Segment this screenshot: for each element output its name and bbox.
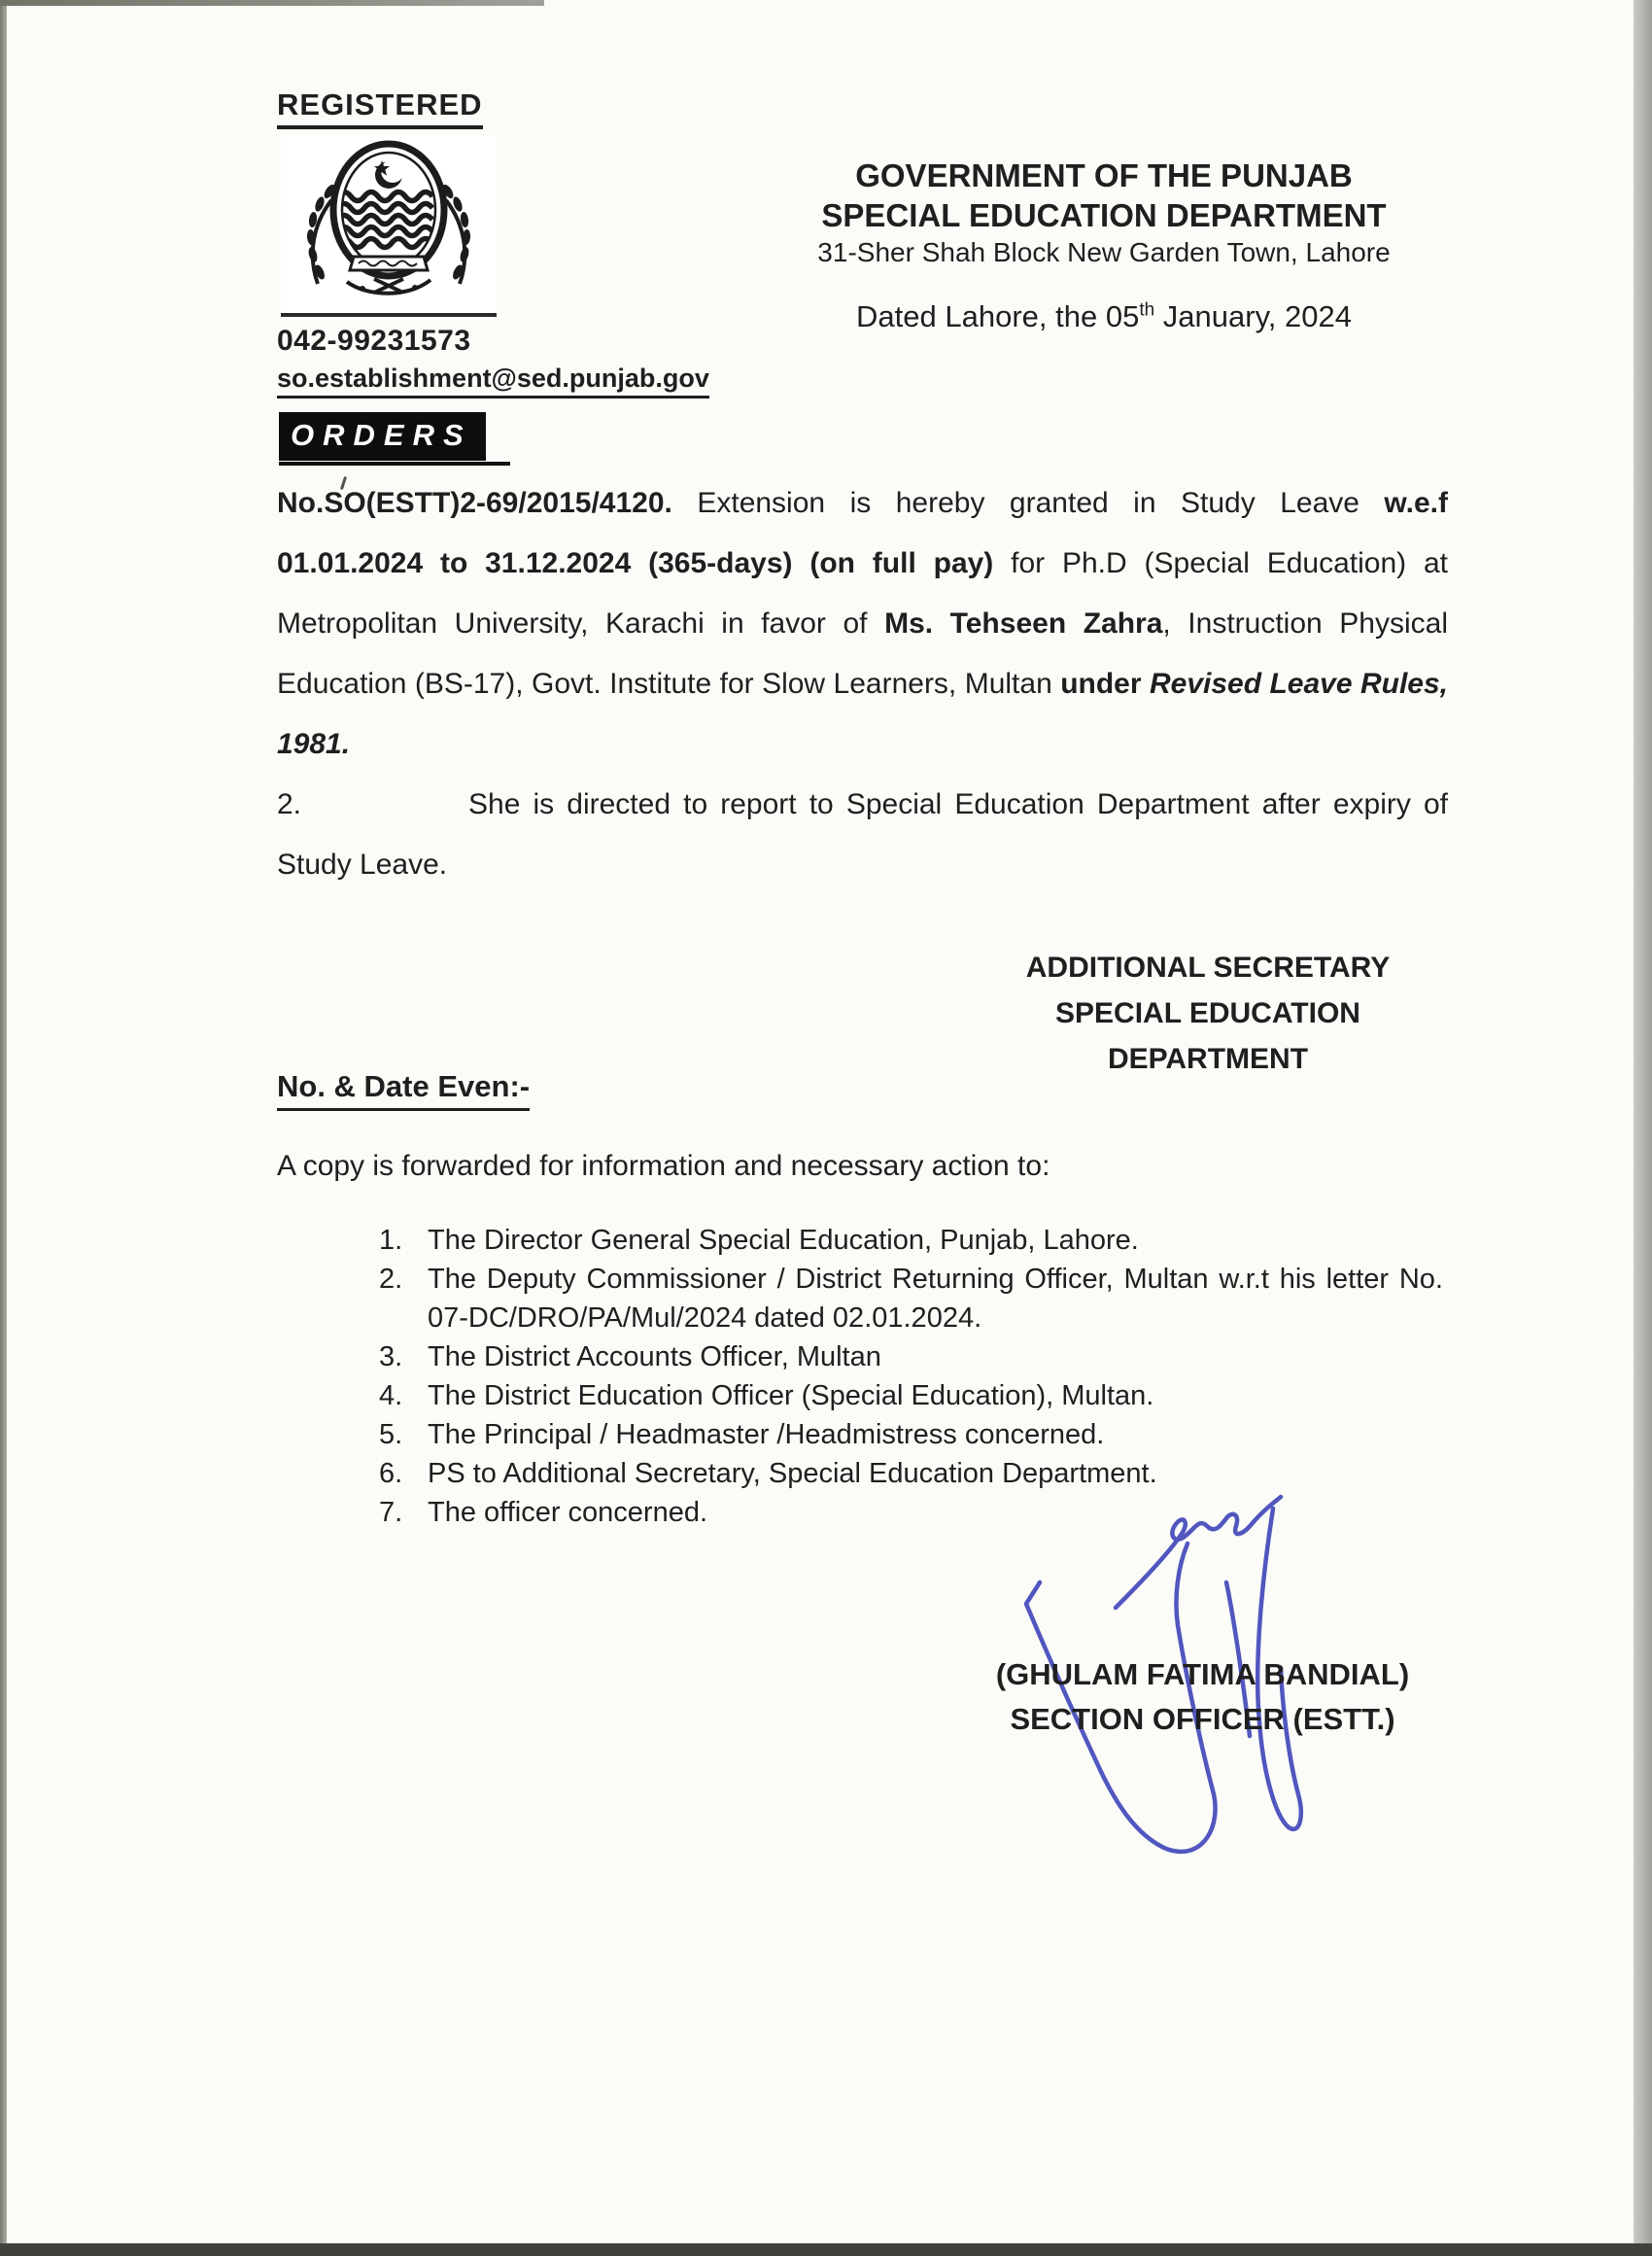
paragraph-run: under (1060, 668, 1150, 700)
recipient-number: 4. (379, 1380, 403, 1411)
even-number-heading: No. & Date Even:- (277, 1069, 530, 1111)
signatory-line2: SPECIAL EDUCATION (1055, 997, 1360, 1029)
forwarding-line: A copy is forwarded for information and necessary action to: (277, 1150, 1050, 1182)
scan-edge-right (1634, 0, 1652, 2256)
recipient-item (379, 1337, 1443, 1376)
recipient-item (379, 1260, 1443, 1337)
recipient-text: The Director General Special Education, Punjab, Lahore. (428, 1225, 1139, 1256)
signatory-line1: ADDITIONAL SECRETARY (1025, 952, 1391, 984)
date-prefix: Dated Lahore, the 05 (856, 299, 1140, 333)
recipient-number: 3. (379, 1341, 403, 1372)
recipient-number: 2. (379, 1264, 403, 1295)
recipient-item (379, 1376, 1443, 1415)
registered-label: REGISTERED (277, 87, 483, 129)
org-name-line2: SPECIAL EDUCATION DEPARTMENT (821, 197, 1387, 233)
date-ordinal-superscript: th (1139, 299, 1155, 321)
recipient-text: The District Accounts Officer, Multan (428, 1341, 881, 1372)
recipient-number: 5. (379, 1419, 403, 1450)
org-name-line1: GOVERNMENT OF THE PUNJAB (855, 157, 1353, 193)
recipient-number: 7. (379, 1497, 403, 1528)
phone-number: 042-99231573 (277, 325, 471, 357)
org-address: 31-Sher Shah Block New Garden Town, Lahore (817, 237, 1391, 267)
paragraph-run: Ms. Tehseen Zahra (884, 607, 1163, 640)
paragraph-run: Extension is hereby granted in Study Leave (671, 487, 1385, 519)
recipient-text: The Deputy Commissioner / District Returning Officer, Multan w.r.t his letter No. 07-DC/DRO/PA/Mul/2024 dated 02.01.2024. (428, 1264, 1443, 1334)
crest-logo-box (281, 136, 497, 317)
recipient-text: The officer concerned. (428, 1497, 708, 1528)
paragraph-run: for Ph.D (Special Education) at Metropolitan University, Karachi in favor of (277, 547, 1448, 640)
scan-edge-bottom (0, 2243, 1652, 2256)
date-suffix: January, 2024 (1154, 299, 1352, 333)
recipient-text: PS to Additional Secretary, Special Education Department. (428, 1458, 1157, 1489)
paragraph-2-number: 2. (277, 788, 302, 820)
date-line (807, 299, 1401, 334)
paragraph-2-text: She is directed to report to Special Education Department after expiry of Study Leave. (277, 788, 1448, 881)
orders-underline (279, 462, 510, 466)
recipient-item (379, 1221, 1443, 1260)
punjab-government-crest-icon (281, 136, 497, 317)
scan-edge-left (0, 0, 7, 2256)
paragraph-run: w.e.f 01.01.2024 to 31.12.2024 (365-days) (on full pay) (277, 487, 1448, 579)
signatory-designation (1004, 945, 1412, 1082)
email-address: so.establishment@sed.punjab.gov (277, 364, 709, 399)
officer-title: SECTION OFFICER (ESTT.) (1010, 1702, 1395, 1736)
paragraph-2 (277, 775, 1448, 895)
letterhead (807, 156, 1401, 270)
signatory-line3: DEPARTMENT (1107, 1043, 1309, 1075)
paragraph-run: Revised Leave Rules, 1981. (277, 668, 1449, 760)
recipient-number: 1. (379, 1225, 403, 1256)
paragraph-run: , Instruction Physical Education (BS-17), Govt. Institute for Slow Learners, Multan (277, 607, 1448, 700)
officer-name: (GHULAM FATIMA BANDIAL) (995, 1657, 1410, 1691)
recipient-text: The Principal / Headmaster /Headmistress concerned. (428, 1419, 1105, 1450)
recipient-text: The District Education Officer (Special Education), Multan. (428, 1380, 1154, 1411)
recipient-number: 6. (379, 1458, 403, 1489)
signature-block (977, 1652, 1428, 1742)
scan-edge-top (0, 0, 544, 6)
orders-heading: ORDERS (279, 412, 486, 461)
paragraph-run: No.SO(ESTT)2-69/2015/4120. (277, 487, 672, 519)
order-paragraph (277, 473, 1448, 775)
recipient-item (379, 1415, 1443, 1454)
